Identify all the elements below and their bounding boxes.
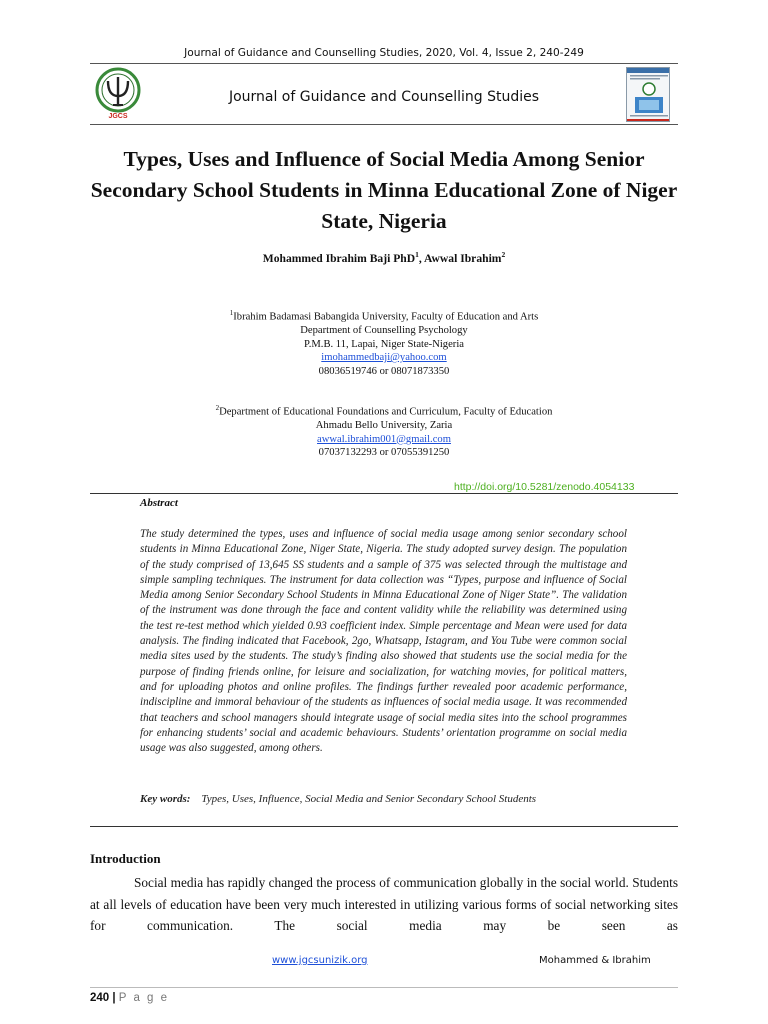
abstract-top-rule <box>90 493 678 494</box>
author-1-email-link[interactable]: imohammedbaji@yahoo.com <box>321 352 447 364</box>
author-list <box>0 250 768 265</box>
author-2-email-link[interactable]: awwal.ibrahim001@gmail.com <box>317 433 451 445</box>
affiliation-2-sup: 2 <box>215 404 220 412</box>
affiliation-1-phone: 08036519746 or 08071873350 <box>318 365 450 377</box>
author-1: Mohammed Ibrahim Baji PhD <box>262 251 416 265</box>
doi-link[interactable]: http://doi.org/10.5281/zenodo.4054133 <box>454 481 635 493</box>
abstract-heading: Abstract <box>140 497 178 509</box>
affiliation-2 <box>0 402 768 460</box>
affiliation-2-line-1: Department of Educational Foundations and Curriculum, Faculty of Education <box>219 406 553 418</box>
header-bottom-rule <box>90 124 678 125</box>
journal-citation: Journal of Guidance and Counselling Studies, 2020, Vol. 4, Issue 2, 240-249 <box>184 47 584 59</box>
affiliation-2-phone: 07037132293 or 07055391250 <box>318 447 450 459</box>
journal-name: Journal of Guidance and Counselling Studies <box>228 89 540 105</box>
affiliation-1-sup: 1 <box>229 309 234 317</box>
introduction-body <box>90 872 678 937</box>
footer-rule <box>90 987 678 988</box>
introduction-heading: Introduction <box>90 851 161 866</box>
abstract-bottom-rule <box>90 826 678 827</box>
author-2-sup: 2 <box>501 250 506 259</box>
keywords-label: Key words: <box>140 793 191 805</box>
journal-cover-thumbnail <box>626 67 670 122</box>
affiliation-1-line-2: Department of Counselling Psychology <box>300 325 468 337</box>
keywords <box>140 793 536 805</box>
keywords-list: Types, Uses, Influence, Social Media and Senior Secondary School Students <box>201 793 537 805</box>
affiliation-2-line-2: Ahmadu Bello University, Zaria <box>315 420 453 432</box>
introduction-paragraph: Social media has rapidly changed the process of communication globally in the social world. Students at all levels of education have been very much interested in utilizing various forms of social networking sites for communication. The social media may be seen as <box>90 875 678 933</box>
page-number-value: 240 <box>90 992 110 1004</box>
logo-text: JGCS <box>108 113 128 120</box>
header-top-rule <box>90 63 678 64</box>
footer-authors: Mohammed & Ibrahim <box>539 955 651 966</box>
page-number <box>90 992 169 1004</box>
affiliation-1-line-1: Ibrahim Badamasi Babangida University, Faculty of Education and Arts <box>233 311 539 323</box>
author-2: Awwal Ibrahim <box>424 251 502 265</box>
footer-website-link[interactable]: www.jgcsunizik.org <box>272 955 368 966</box>
page-number-separator: | <box>109 992 119 1004</box>
affiliation-1-line-3: P.M.B. 11, Lapai, Niger State-Nigeria <box>304 338 464 350</box>
paper-title: Types, Uses and Influence of Social Media Among Senior Secondary School Students in Minna Educational Zone of Niger State, Nigeria <box>90 147 678 233</box>
page-label: P a g e <box>118 992 170 1004</box>
author-separator: , <box>418 251 425 265</box>
abstract-text: The study determined the types, uses and influence of social media usage among senior secondary school students in Minna Educational Zone, Niger State, Nigeria. The study adopted survey design. The population of the study comprised of 13,645 SS students and a sample of 375 was selected through the multistage and simple sampling techniques. The instrument for data collection was “Types, purpose and influence of Social Media among Senior Secondary School Students in Minna Educational Zone of Niger State”. The validation of the instrument was done through the face and content validity while the reliability was determined using the test re-test method which yielded 0.93 coefficient index. Simple percentage and Mean were used for data analysis. The finding indicated that Facebook, 2go, Whatsapp, Istagram, and You Tube were common social media sites used by the students. The study’s finding also showed that students use the social media for the purpose of finding friends online, for leisure and socialization, for watching movies, for political matters, and for uploading photos and online profiles. The findings further revealed poor academic performance, indiscipline and immoral behaviour of the students as influences of social media usage. It was recommended that teachers and school managers should integrate usage of social media sites into the school programmes for enhancing students’ social and academic behaviours. Students’ orientation programme on social media usage was also suggested, among others. <box>140 528 627 755</box>
affiliation-1 <box>0 307 768 378</box>
author-1-sup: 1 <box>415 250 419 259</box>
